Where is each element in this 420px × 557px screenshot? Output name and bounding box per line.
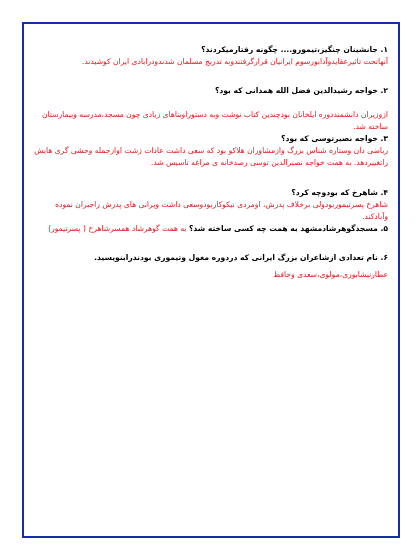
answer-6: عطارنیشابوری،مولوی،سعدی وحافظ [273,269,388,279]
answer-5: به همت گوهرشاد همسرشاهرخ ( پسرتیمور) [48,224,187,234]
answer-4: شاهرخ پسرتیموربودولی برخلاف پدرش، اومردی نیکوکاربودوسعی داشت ویرانی های پدرش راجبران نموده وآبادکند. [55,199,388,222]
spacer [32,170,388,187]
answer-3: ریاضی دان وستاره شناس بزرگ وازمشاوران هلاکو بود که سعی داشت عادات زشت اوازجمله وحشی گری هایش راتغییردهد. به همت خواجه نصیرالدین توسی رصدخانه ی مراغه تاسیس شد. [34,146,388,168]
question-5-line [32,223,388,235]
spacer [32,98,388,109]
question-2: ۲. خواجه رشیدالدین فضل الله همدانی که بود؟ [214,86,388,96]
worksheet-content [32,44,388,281]
question-5: ۵. مسجدگوهرشادمشهد به همت چه کسی ساخته شد؟ [188,224,388,234]
spacer [32,235,388,252]
answer-2: ازوزیران دانشمنددوره ایلخانان بودچندین کتاب نوشت وبه دستوراوبناهای زیادی چون مسجد،مدرسه وبیمارستان ساخته شد. [41,109,388,131]
question-4: ۴. شاهرخ که بودوچه کرد؟ [291,187,388,197]
question-3: ۳. خواجه نصیرتوسی که بود؟ [281,134,388,144]
question-6: ۶. نام تعدادی ازشاعران بزرگ ایرانی که دردوره مغول وتیموری بودندرابنویسید. [94,253,388,263]
answer-1: آنهاتحت تاثیرعقایدوآدابورسوم ایرانیان قرارگرفتندوبه تدریج مسلمان شدندودرابادی ایران کوشیدند. [81,57,388,67]
spacer [32,68,388,85]
question-1: ۱. جانشینان چنگیز،تیمورو.... چگونه رفتارمیکردند؟ [201,45,388,54]
